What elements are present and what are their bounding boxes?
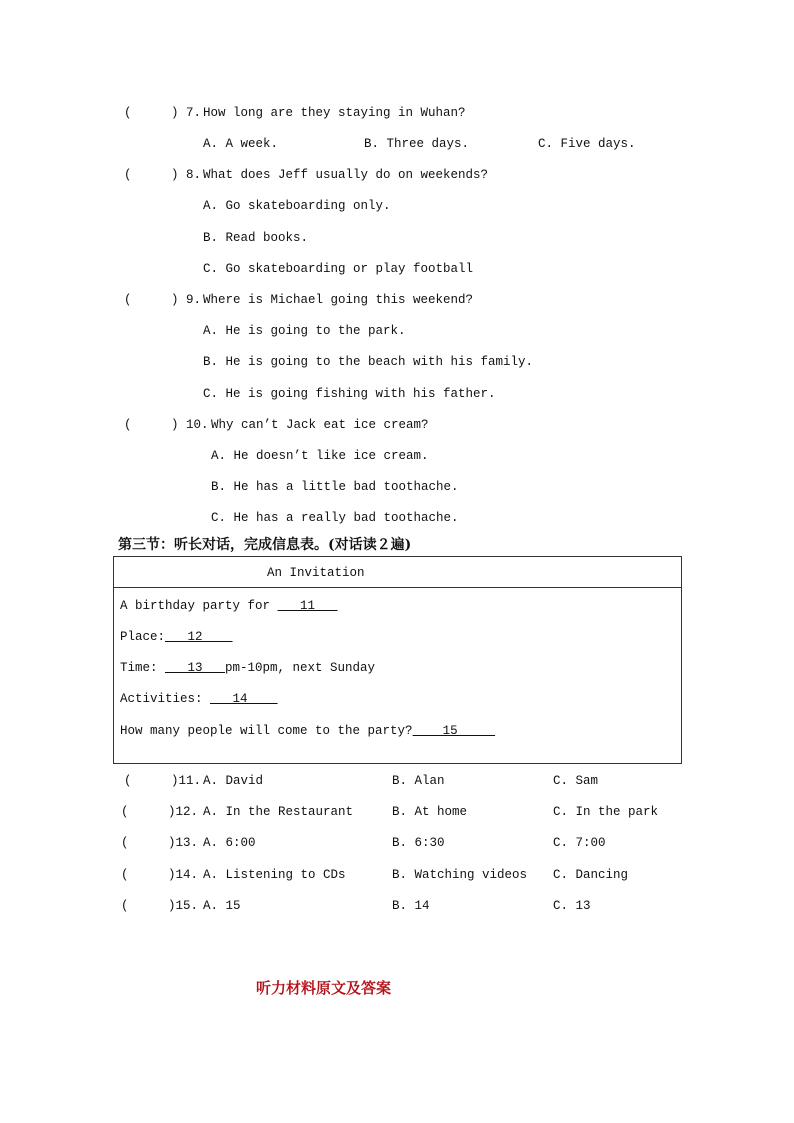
choice-b: B. At home [392, 805, 468, 819]
place-row [120, 629, 233, 645]
question-text: Where is Michael going this weekend? [203, 293, 474, 307]
choice-b: B. 14 [392, 899, 430, 913]
activities-row [120, 691, 278, 707]
option-a: A. A week. [203, 137, 279, 151]
choice-a: A. Listening to CDs [203, 868, 346, 882]
choice-c: C. Sam [553, 774, 599, 788]
birthday-label: A birthday party for [120, 599, 278, 613]
option-c: C. Go skateboarding or play football [203, 262, 474, 276]
answer-paren-open: ( [121, 836, 129, 850]
choice-number: )15. [168, 899, 199, 913]
answer-paren-open: ( [124, 106, 132, 120]
answer-paren-open: ( [121, 868, 129, 882]
choice-b: B. Watching videos [392, 868, 528, 882]
option-b: B. He is going to the beach with his family. [203, 355, 534, 369]
choice-a: A. 6:00 [203, 836, 256, 850]
option-c: C. He has a really bad toothache. [211, 511, 459, 525]
question-number: ) 8. [171, 168, 202, 182]
people-label: How many people will come to the party? [120, 724, 413, 738]
blank-14: 14 [210, 692, 278, 706]
question-number: ) 7. [171, 106, 202, 120]
option-c: C. He is going fishing with his father. [203, 387, 496, 401]
birthday-row [120, 598, 338, 614]
blank-15: 15 [412, 724, 496, 738]
blank-13: 13 [165, 661, 226, 675]
answer-paren-open: ( [121, 805, 129, 819]
option-b: B. Three days. [364, 137, 470, 151]
time-label: Time: [120, 661, 166, 675]
question-text: Why can’t Jack eat ice cream? [211, 418, 429, 432]
choice-a: A. 15 [203, 899, 241, 913]
blank-12: 12 [165, 630, 233, 644]
question-number: ) 10. [171, 418, 209, 432]
time-row [120, 660, 375, 676]
choice-c: C. 13 [553, 899, 591, 913]
choice-b: B. Alan [392, 774, 445, 788]
choice-c: C. Dancing [553, 868, 629, 882]
activities-label: Activities: [120, 692, 211, 706]
question-number: ) 9. [171, 293, 202, 307]
choice-number: )14. [168, 868, 199, 882]
time-rest: pm-10pm, next Sunday [225, 661, 376, 675]
listening-script-heading: 听力材料原文及答案 [256, 979, 392, 997]
section-3-title: 第三节：听长对话，完成信息表。(对话读２遍) [118, 537, 412, 553]
option-c: C. Five days. [538, 137, 636, 151]
choice-number: )12. [168, 805, 199, 819]
choice-a: A. David [203, 774, 264, 788]
question-text: What does Jeff usually do on weekends? [203, 168, 489, 182]
option-b: B. Read books. [203, 231, 309, 245]
people-row [120, 723, 495, 739]
choice-number: )11. [171, 774, 202, 788]
choice-c: C. In the park [553, 805, 659, 819]
choice-b: B. 6:30 [392, 836, 445, 850]
place-label: Place: [120, 630, 166, 644]
answer-paren-open: ( [124, 293, 132, 307]
answer-paren-open: ( [124, 168, 132, 182]
answer-paren-open: ( [121, 899, 129, 913]
choice-c: C. 7:00 [553, 836, 606, 850]
invitation-info-table [113, 556, 682, 764]
option-a: A. Go skateboarding only. [203, 199, 391, 213]
choice-number: )13. [168, 836, 199, 850]
blank-11: 11 [277, 599, 338, 613]
question-text: How long are they staying in Wuhan? [203, 106, 466, 120]
option-a: A. He doesn’t like ice cream. [211, 449, 429, 463]
table-title: An Invitation [267, 566, 365, 580]
option-b: B. He has a little bad toothache. [211, 480, 459, 494]
option-a: A. He is going to the park. [203, 324, 406, 338]
answer-paren-open: ( [124, 774, 132, 788]
choice-a: A. In the Restaurant [203, 805, 354, 819]
answer-paren-open: ( [124, 418, 132, 432]
table-title-row [114, 557, 681, 588]
